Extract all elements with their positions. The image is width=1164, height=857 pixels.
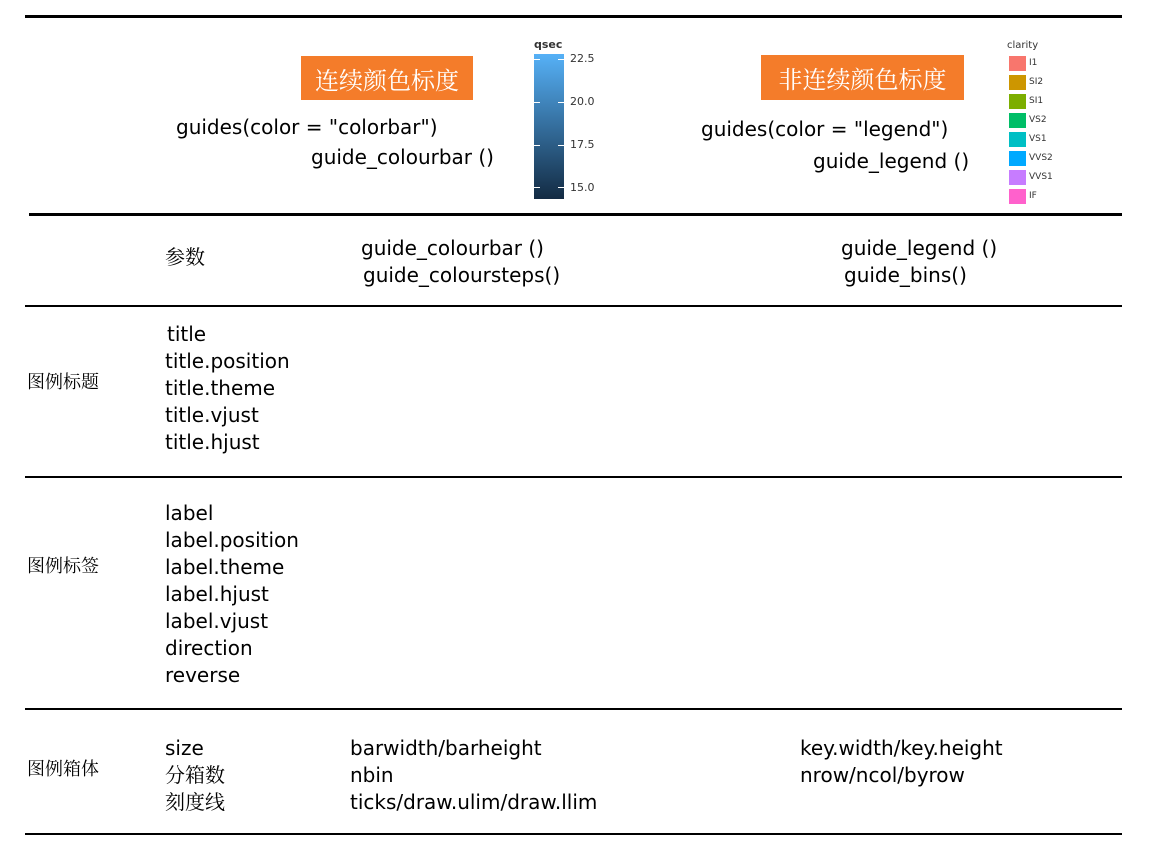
legend-key-swatch [1009,56,1026,71]
param-item: title.hjust [165,430,260,454]
legend-key-label: I1 [1029,58,1038,68]
discrete-guides-code: guides(color = "legend") [701,117,949,141]
legend-title-params [165,321,290,456]
param-item: 刻度线 [165,790,225,814]
param-item: label.position [165,528,299,552]
legend-key-label: IF [1029,191,1037,201]
colorbar-tick-mark [558,187,564,188]
legend-key-label: VS1 [1029,134,1047,144]
legend-key-label: SI2 [1029,77,1044,87]
colorbar-title: qsec [534,38,563,51]
param-item: label.vjust [165,609,269,633]
legend-key-swatch [1009,170,1026,185]
colorbar-legend [530,38,610,203]
param-item: direction [165,636,253,660]
colorbar-tick-mark [534,145,540,146]
continuous-guide-list [361,235,560,289]
legend-key-swatch [1009,151,1026,166]
legend-box-continuous [350,735,597,816]
continuous-guide-item: guide_colourbar () [361,236,544,260]
legend-key-swatch [1009,189,1026,204]
param-value: barwidth/barheight [350,736,542,760]
colorbar-tick-mark [534,187,540,188]
continuous-scale-badge: 连续颜色标度 [301,56,473,100]
discrete-guide-function: guide_legend () [813,149,970,173]
discrete-legend-title: clarity [1007,40,1039,51]
legend-key-swatch [1009,132,1026,147]
discrete-scale-badge: 非连续颜色标度 [761,55,964,100]
row-divider [25,476,1122,478]
discrete-guide-list [841,235,997,289]
colorbar-tick-label: 17.5 [570,138,595,151]
param-item: title.position [165,349,290,373]
legend-key-swatch [1009,113,1026,128]
row-label-legend-box: 图例箱体 [27,759,99,780]
discrete-legend [1005,38,1085,208]
param-value: nbin [350,763,394,787]
colorbar-tick-label: 20.0 [570,95,595,108]
continuous-guide-item: guide_coloursteps() [363,263,561,287]
colorbar-tick-mark [558,102,564,103]
continuous-guide-function: guide_colourbar () [311,145,494,169]
legend-key-label: VVS2 [1029,153,1053,163]
row-label-legend-label: 图例标签 [27,556,99,577]
colorbar-tick-mark [558,59,564,60]
param-item: label [165,501,214,525]
param-item: reverse [165,663,241,687]
param-value: key.width/key.height [800,736,1003,760]
legend-label-params [165,500,299,689]
legend-key-label: VS2 [1029,115,1047,125]
param-value: nrow/ncol/byrow [800,763,965,787]
row-label-legend-title: 图例标题 [27,372,99,393]
legend-box-discrete [800,735,1003,789]
discrete-guide-item: guide_legend () [841,236,998,260]
colorbar-gradient [534,54,564,199]
top-rule [25,15,1122,18]
colorbar-tick-mark [534,102,540,103]
param-item: title.vjust [165,403,259,427]
colorbar-tick-label: 15.0 [570,181,595,194]
legend-key-label: SI1 [1029,96,1044,106]
row-divider [25,305,1122,307]
colorbar-tick-mark [534,59,540,60]
row-divider [25,708,1122,710]
colorbar-tick-mark [558,145,564,146]
legend-key-label: VVS1 [1029,172,1053,182]
param-item: size [165,736,204,760]
continuous-guides-code: guides(color = "colorbar") [176,115,438,139]
param-item: title.theme [165,376,276,400]
legend-box-params [165,735,225,816]
legend-key-swatch [1009,75,1026,90]
param-item: label.theme [165,555,285,579]
param-item: title [167,322,207,346]
header-rule [29,213,1122,216]
param-header-label: 参数 [165,245,205,269]
param-item: 分箱数 [165,763,225,787]
param-item: label.hjust [165,582,269,606]
legend-key-swatch [1009,94,1026,109]
bottom-rule [25,833,1122,835]
colorbar-tick-label: 22.5 [570,52,595,65]
discrete-guide-item: guide_bins() [844,263,967,287]
param-value: ticks/draw.ulim/draw.llim [350,790,598,814]
